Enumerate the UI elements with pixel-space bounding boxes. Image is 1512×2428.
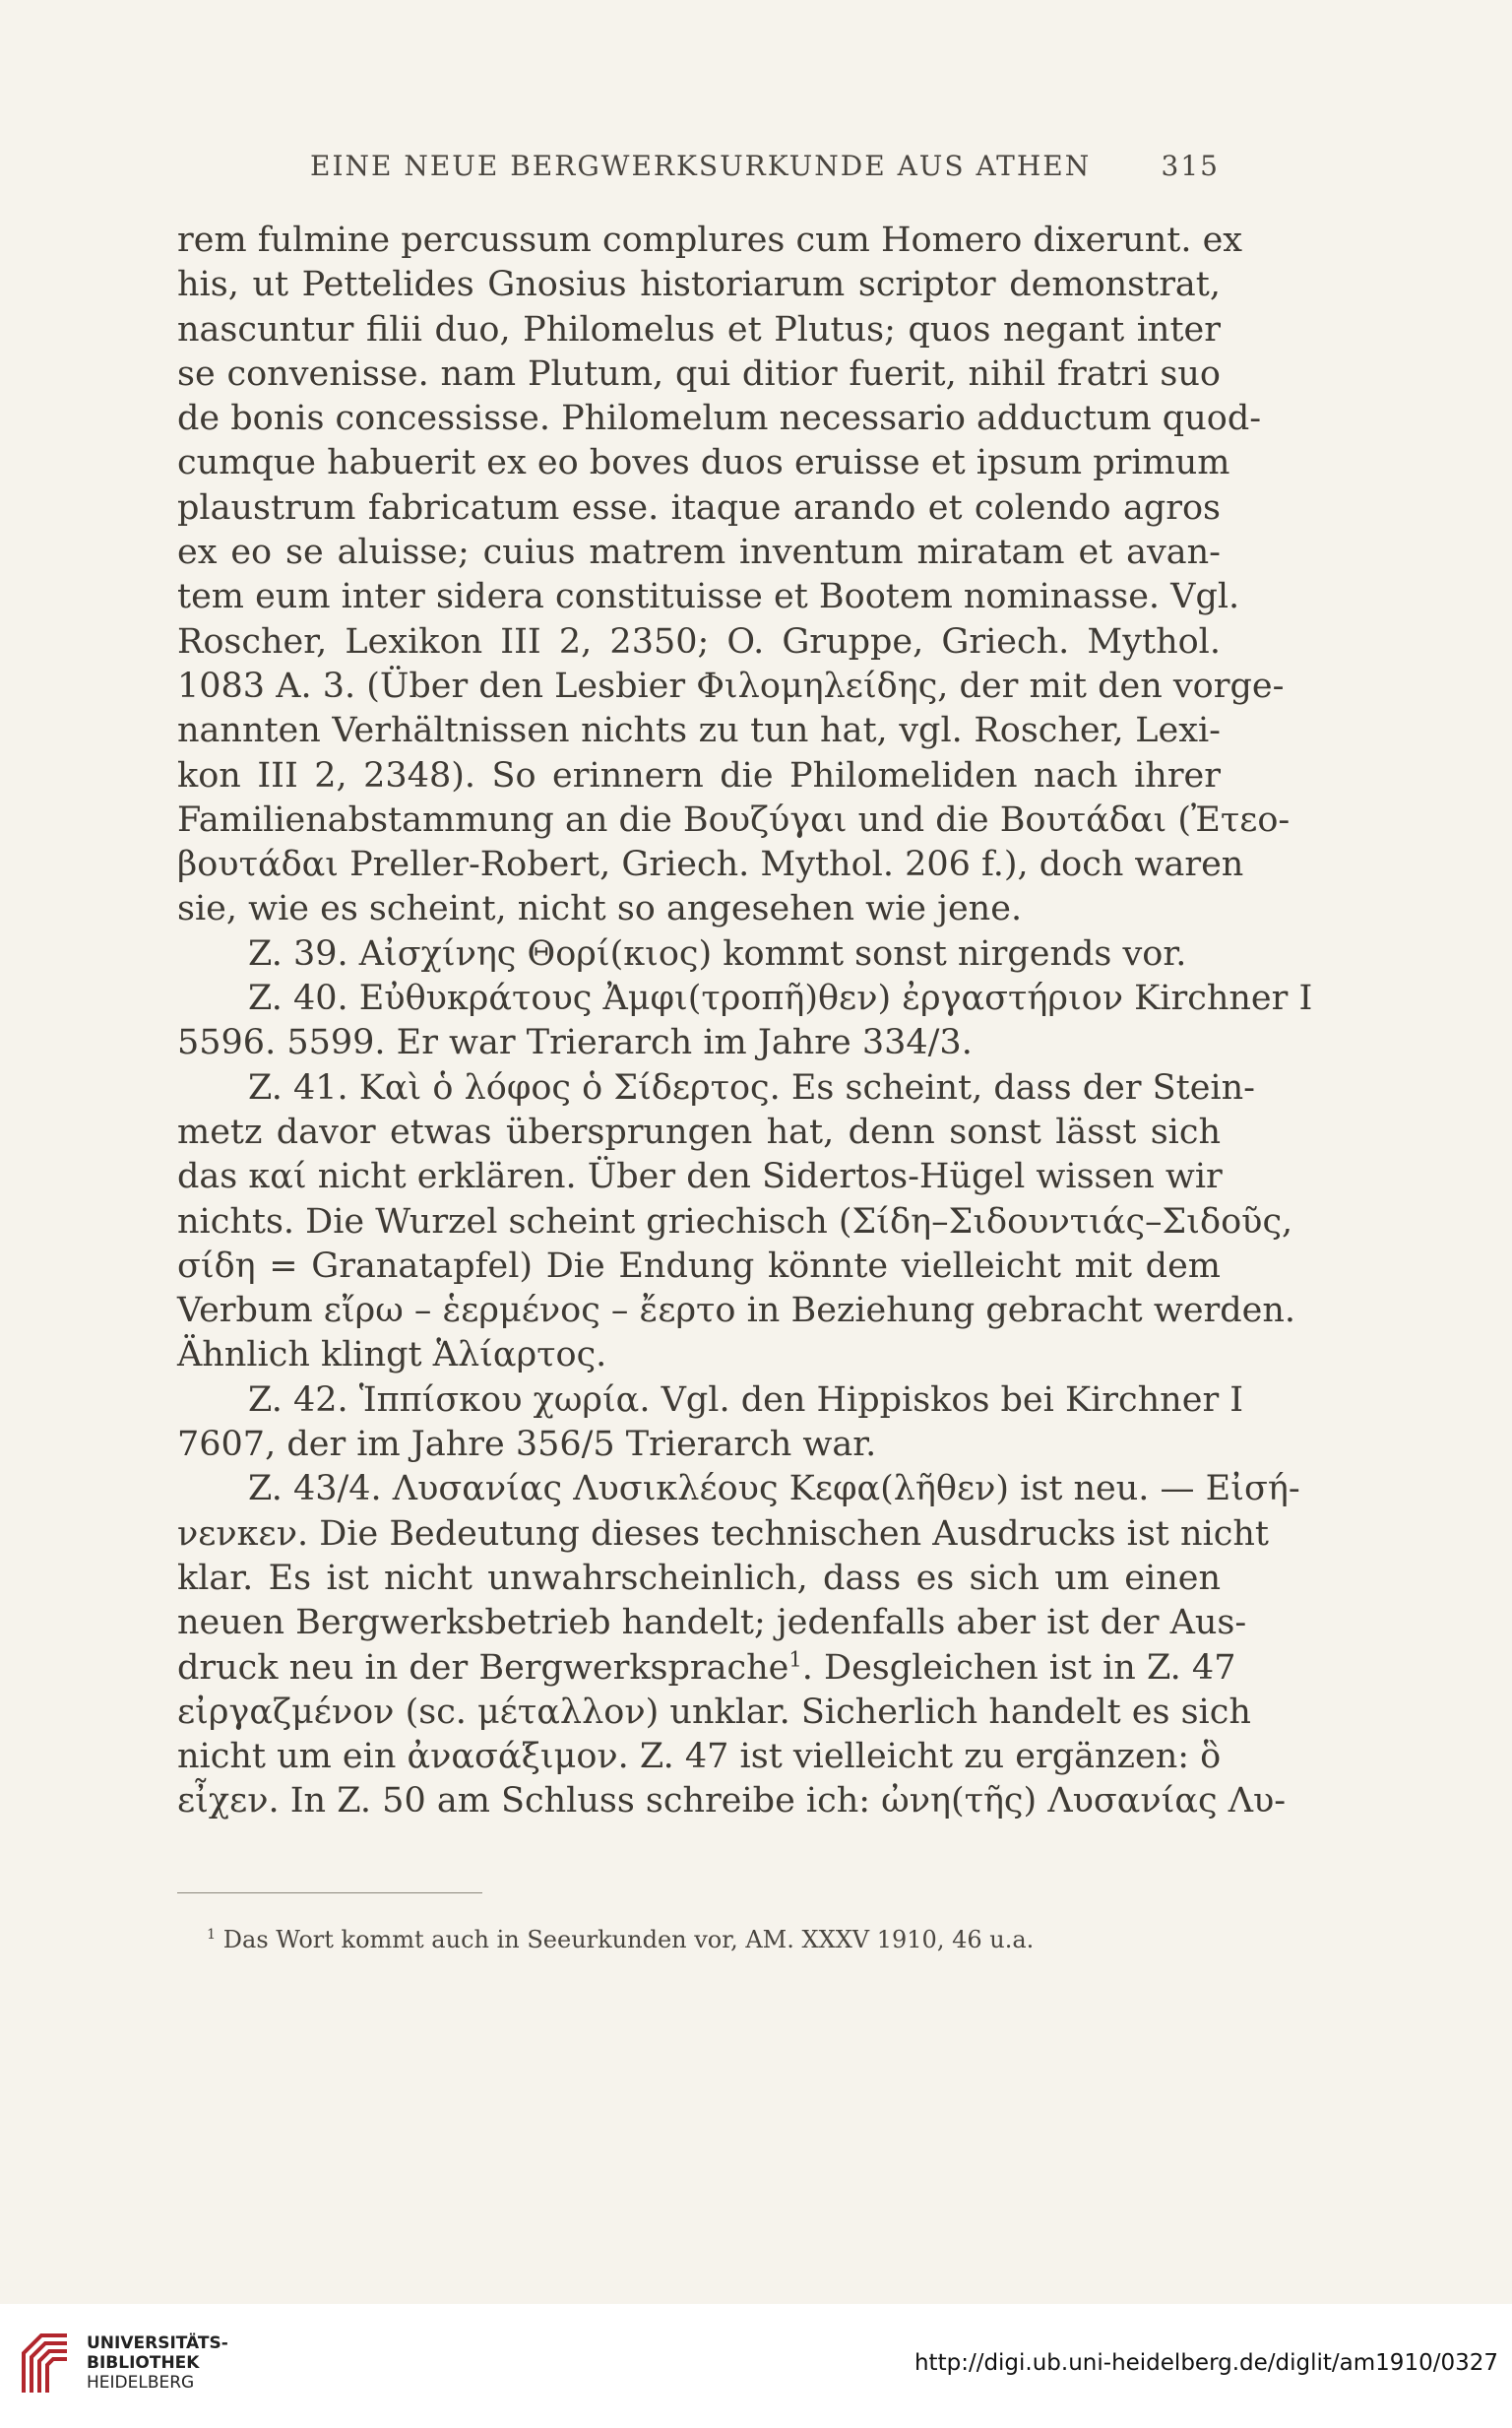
text-line: nascuntur filii duo, Philomelus et Plutus; quos negant inter [177,309,1221,350]
text-line: ex eo se aluisse; cuius matrem inventum miratam et avan- [177,533,1221,573]
text-line: Z. 42. Ἱππίσκου χωρία. Vgl. den Hippiskos bei Kirchner I [248,1379,1244,1420]
footnote [207,1926,1034,1953]
text-line: his, ut Pettelides Gnosius historiarum scriptor demonstrat, [177,265,1221,305]
digitization-footer [0,2304,1512,2428]
text-line: Roscher, Lexikon III 2, 2350; O. Gruppe, Griech. Mythol. [177,621,1221,662]
text-line: νενκεν. Die Bedeutung dieses technischen Ausdrucks ist nicht [177,1513,1269,1554]
library-name-line: BIBLIOTHEK [87,2353,200,2373]
text-line: 5596. 5599. Er war Trierarch im Jahre 334/3. [177,1023,973,1063]
text-line: kon III 2, 2348). So erinnern die Philomeliden nach ihrer [177,755,1221,796]
text-line: metz davor etwas übersprungen hat, denn sonst lässt sich [177,1112,1221,1152]
running-head-title: EINE NEUE BERGWERKSURKUNDE AUS ATHEN [310,150,1092,182]
text-line: nicht um ein ἀνασάξιμον. Z. 47 ist vielleicht zu ergänzen: ὃ [177,1737,1222,1777]
text-line: 7607, der im Jahre 356/5 Trierarch war. [177,1425,877,1465]
text-fragment: . Desgleichen ist in Z. 47 [801,1647,1236,1688]
text-line: Z. 39. Αἰσχίνης Θορί(κιος) kommt sonst nirgends vor. [248,933,1187,974]
text-line: se convenisse. nam Plutum, qui ditior fuerit, nihil fratri suo [177,353,1221,394]
footnote-divider [177,1892,482,1893]
text-line: sie, wie es scheint, nicht so angesehen wie jene. [177,889,1023,929]
text-line: de bonis concessisse. Philomelum necessario adductum quod- [177,399,1262,439]
text-fragment: druck neu in der Bergwerksprache [177,1647,789,1688]
page-number: 315 [1161,150,1220,182]
text-line: Z. 43/4. Λυσανίας Λυσικλέους Κεφα(λῆθεν) ist neu. — Εἰσή- [248,1469,1300,1509]
footnote-mark: 1 [207,1927,217,1943]
text-line: cumque habuerit ex eo boves duos eruisse et ipsum primum [177,443,1230,483]
text-line: Ähnlich klingt Ἁλίαρτος. [177,1335,607,1375]
text-line: Z. 40. Εὐθυκράτους Ἀμφι(τροπῆ)θεν) ἐργαστήριον Kirchner I [248,979,1313,1019]
text-line-with-footnote-ref [177,1646,1236,1691]
library-logo-icon [18,2324,73,2398]
text-line: βουτάδαι Preller-Robert, Griech. Mythol. 206 f.), doch waren [177,845,1244,885]
text-line: das καί nicht erklären. Über den Sidertos-Hügel wissen wir [177,1157,1223,1197]
body-text [177,219,1313,1824]
source-url-link[interactable]: http://digi.ub.uni-heidelberg.de/diglit/am1910/0327 [914,2350,1498,2376]
text-line: nichts. Die Wurzel scheint griechisch (Σίδη–Σιδουντιάς–Σιδοῦς, [177,1201,1293,1242]
text-line: Verbum εἴρω – ἑερμένος – ἔερτο in Beziehung gebracht werden. [177,1291,1296,1331]
footnote-text: Das Wort kommt auch in Seeurkunden vor, AM. XXXV 1910, 46 u.a. [222,1926,1035,1953]
text-line: σίδη = Granatapfel) Die Endung könnte vielleicht mit dem [177,1246,1221,1286]
library-name-line: UNIVERSITÄTS- [87,2333,228,2353]
text-line: 1083 A. 3. (Über den Lesbier Φιλομηλείδης, der mit den vorge- [177,666,1285,706]
text-line: εἰργαζμένον (sc. μέταλλον) unklar. Sicherlich handelt es sich [177,1692,1251,1732]
text-line: εἶχεν. In Z. 50 am Schluss schreibe ich: ὠνη(τῆς) Λυσανίας Λυ- [177,1781,1287,1821]
library-name-line: HEIDELBERG [87,2373,195,2393]
text-line: plaustrum fabricatum esse. itaque arando et colendo agros [177,487,1221,528]
footnote-reference: 1 [788,1646,802,1671]
library-name [87,2333,228,2393]
text-line: nannten Verhältnissen nichts zu tun hat, vgl. Roscher, Lexi- [177,711,1221,751]
text-line: Familienabstammung an die Βουζύγαι und die Βουτάδαι (Ἐτεο- [177,799,1291,840]
text-line: tem eum inter sidera constituisse et Bootem nominasse. Vgl. [177,577,1240,617]
text-line: rem fulmine percussum complures cum Homero dixerunt. ex [177,221,1243,260]
text-line: Z. 41. Καὶ ὁ λόφος ὁ Σίδερτος. Es scheint, dass der Stein- [248,1067,1255,1108]
text-line: neuen Bergwerksbetrieb handelt; jedenfalls aber ist der Aus- [177,1603,1247,1643]
text-line: klar. Es ist nicht unwahrscheinlich, dass es sich um einen [177,1558,1221,1598]
